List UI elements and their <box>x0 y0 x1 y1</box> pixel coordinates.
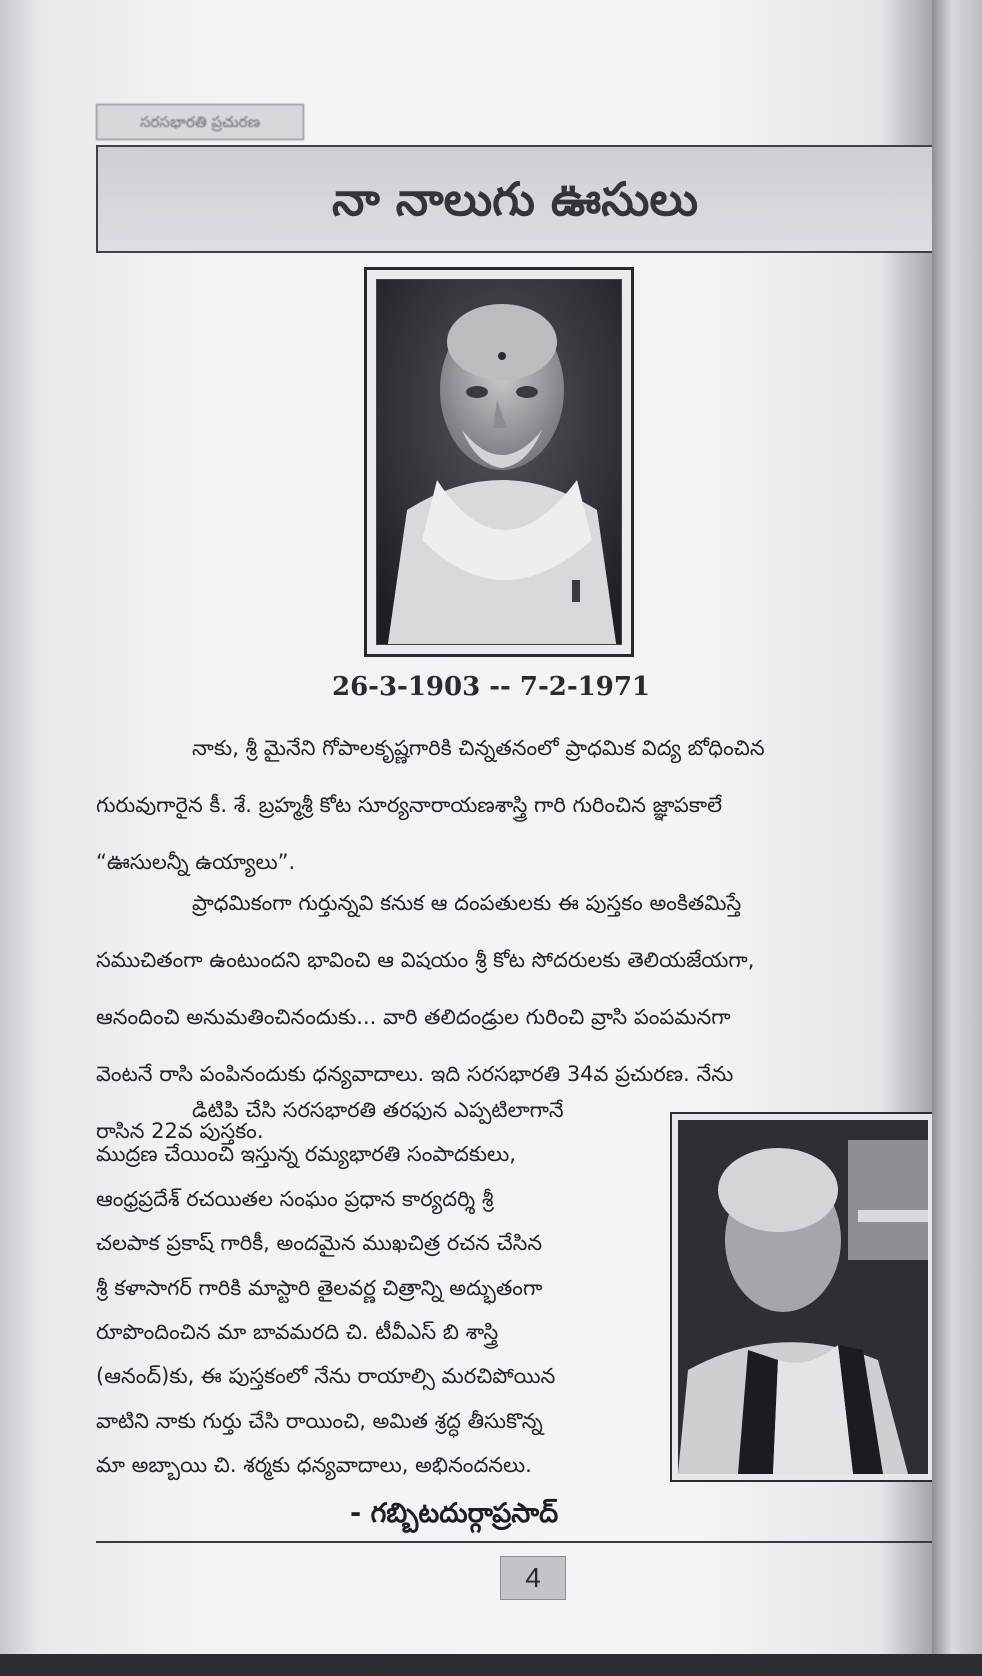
paragraph-acknowledgements <box>96 1088 656 1488</box>
author-photo <box>670 1112 936 1482</box>
page-edge-shadow <box>0 1654 982 1676</box>
author-illustration <box>678 1120 928 1474</box>
book-spine <box>932 0 982 1676</box>
portrait-illustration <box>377 280 622 645</box>
text-line: (ఆనంద్)కు, ఈ పుస్తకంలో నేను రాయాల్సి మరచిపోయిన <box>96 1364 556 1389</box>
text-line: వాటిని నాకు గుర్తు చేసి రాయించి, అమిత శ్రద్ధ తీసుకొన్న <box>96 1408 543 1433</box>
text-line: రాసిన 22వ పుస్తకం. <box>96 1119 264 1143</box>
page-number: 4 <box>500 1556 566 1600</box>
author-signature: - గబ్బిటదుర్గాప్రసాద్ <box>350 1498 559 1529</box>
text-line: ఆనందించి అనుమతించినందుకు... వారి తలిదండ్రుల గురించి వ్రాసి పంపమనగా <box>96 1005 731 1029</box>
text-line: డిటిపి చేసి సరసభారతి తరఫున ఎప్పటిలాగానే <box>192 1098 564 1122</box>
portrait-photo <box>364 267 634 657</box>
text-line: వెంటనే రాసి పంపినందుకు ధన్యవాదాలు. ఇది సరసభారతి 34వ ప్రచురణ. నేను <box>96 1062 734 1086</box>
page-title: నా నాలుగు ఊసులు <box>332 172 698 226</box>
text-line: శ్రీ కళాసాగర్ గారికి మాస్టారి తైలవర్ణ చిత్రాన్ని అద్భుతంగా <box>96 1275 543 1300</box>
text-line: గురువుగారైన కీ. శే. బ్రహ్మశ్రీ కోట సూర్యనారాయణశాస్త్రి గారి గురించిన జ్ఞాపకాలే <box>96 793 722 817</box>
text-line: నాకు, శ్రీ మైనేని గోపాలకృష్ణగారికి చిన్నతనంలో ప్రాధమిక విద్య బోధించిన <box>192 736 765 760</box>
text-line: సముచితంగా ఉంటుందని భావించి ఆ విషయం శ్రీ కోట సోదరులకు తెలియజేయగా, <box>96 948 755 972</box>
text-line: మా అబ్బాయి చి. శర్మకు ధన్యవాదాలు, అభినందనలు. <box>96 1453 532 1478</box>
paragraph-intro <box>96 720 936 891</box>
running-head: సరసభారతి ప్రచురణ <box>96 104 304 140</box>
text-line: ప్రాధమికంగా గుర్తున్నవి కనుక ఆ దంపతులకు ఈ పుస్తకం అంకితమిస్తే <box>192 891 742 915</box>
text-line: ఆంధ్రప్రదేశ్ రచయితల సంఘం ప్రధాన కార్యదర్శి శ్రీ <box>96 1186 494 1211</box>
title-box <box>96 145 934 253</box>
text-line: “ఊసులన్నీ ఉయ్యాలు”. <box>96 850 296 874</box>
lifespan-dates: 26-3-1903 -- 7-2-1971 <box>331 672 651 702</box>
portrait-image <box>376 279 622 645</box>
footer-rule <box>96 1541 934 1543</box>
text-line: ముద్రణ చేయించి ఇస్తున్న రమ్యభారతి సంపాదకులు, <box>96 1142 516 1167</box>
text-line: రూపొందించిన మా బావమరది చి. టీవీఎస్ బి శాస్త్రి <box>96 1319 499 1344</box>
author-image <box>678 1120 928 1474</box>
text-line: చలపాక ప్రకాష్ గారికీ, అందమైన ముఖచిత్ర రచన చేసిన <box>96 1231 543 1256</box>
